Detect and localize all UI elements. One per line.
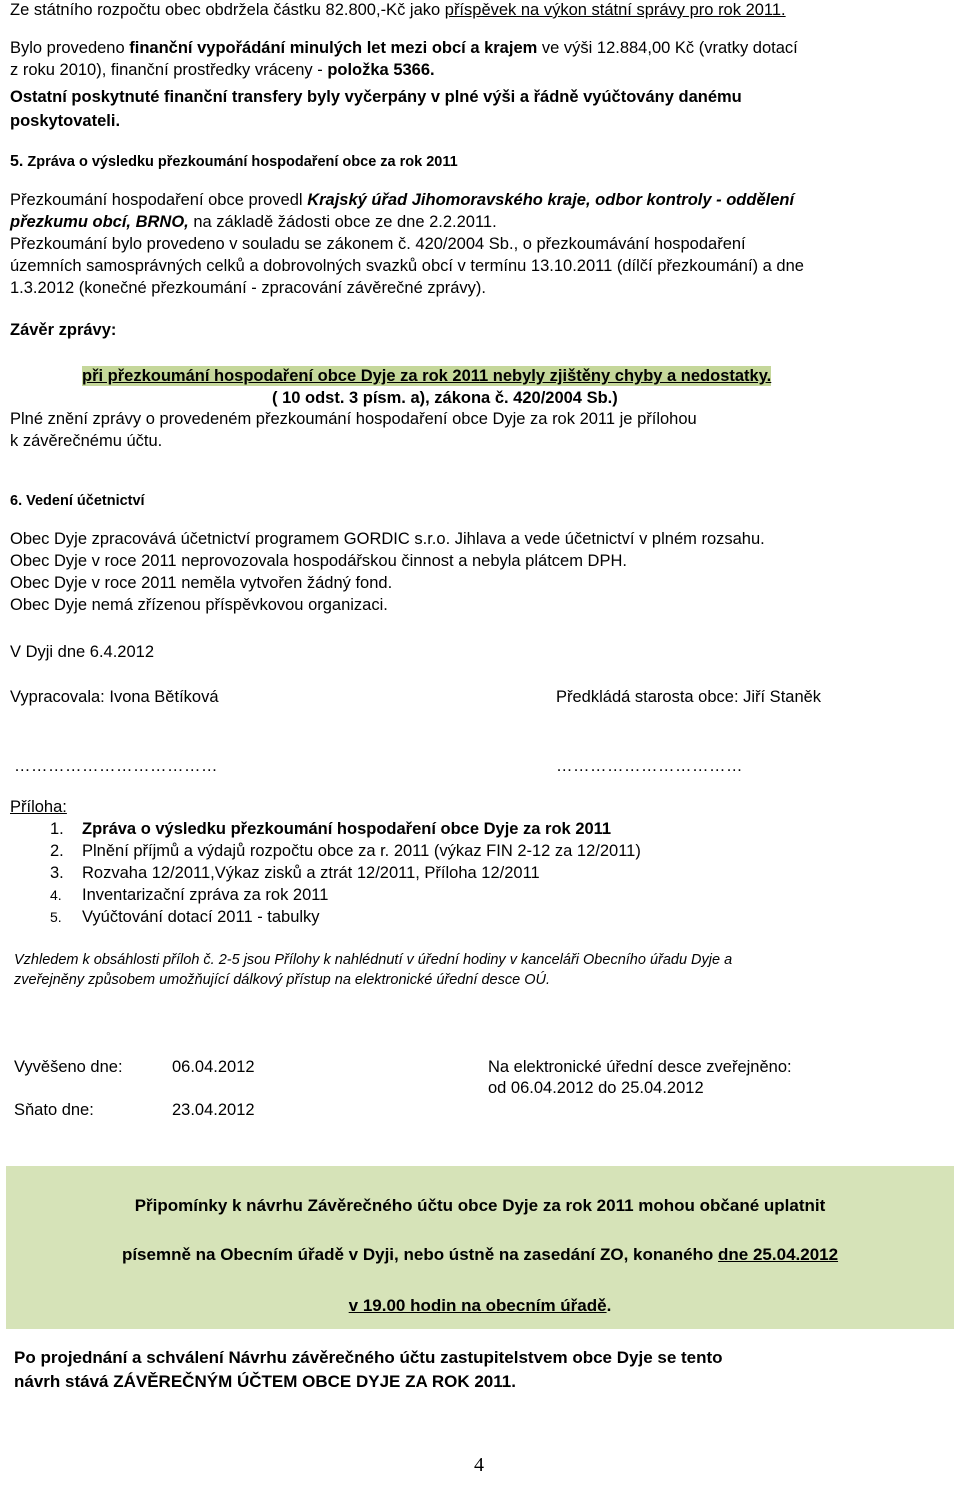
final-line-1: Po projednání a schválení Návrhu závěrečného účtu zastupitelstvem obce Dyje se tento (14, 1348, 723, 1367)
removed-label: Sňato dne: (14, 1101, 94, 1119)
attachment-text: Plnění příjmů a výdajů rozpočtu obce za r. 2011 (výkaz FIN 2-12 za 12/2011) (82, 842, 641, 860)
review-text: Přezkoumání hospodaření obce provedl (10, 191, 308, 209)
attachment-number: 1. (50, 820, 64, 838)
intro-text: ve výši 12.884,00 Kč (vratky dotací (537, 39, 798, 57)
notice-line-2 (6, 1245, 954, 1265)
place-date: V Dyji dne 6.4.2012 (10, 643, 155, 661)
submitted-by: Předkládá starosta obce: Jiří Staněk (556, 688, 822, 706)
section-5-heading (10, 152, 458, 172)
page-number: 4 (474, 1454, 484, 1476)
accounting-line-1: Obec Dyje zpracovává účetnictví programem GORDIC s.r.o. Jihlava a vede účetnictví v plném rozsahu. (10, 530, 765, 548)
state-contribution-text: příspěvek na výkon státní správy pro rok 2011. (444, 1, 786, 19)
signature-line-left: ……………………………… (14, 757, 218, 775)
intro-line-2 (10, 38, 798, 58)
posted-date: 06.04.2012 (172, 1058, 255, 1076)
prepared-by: Vypracovala: Ivona Bětíková (10, 688, 219, 706)
transfers-line-2: poskytovateli. (10, 112, 121, 130)
reviewer-name: Krajský úřad Jihomoravského kraje, odbor kontroly - oddělení (307, 191, 795, 209)
conclusion-label: Závěr zprávy: (10, 321, 117, 339)
full-text-line-2: k závěrečnému účtu. (10, 432, 163, 450)
review-text: na základě žádosti obce ze dne 2.2.2011. (188, 213, 497, 231)
section-title: Zpráva o výsledku přezkoumání hospodaření obce za rok 2011 (27, 154, 458, 170)
attachment-item (50, 907, 320, 927)
intro-line-3 (10, 60, 435, 80)
review-line-2 (10, 212, 497, 232)
attachment-item (50, 863, 540, 883)
reviewer-name: přezkumu obcí, BRNO, (10, 213, 189, 231)
final-line-2: návrh stává ZÁVĚREČNÝM ÚČTEM OBCE DYJE ZA ROK 2011. (14, 1372, 516, 1391)
attachment-number: 5. (50, 909, 62, 925)
notice-text: . (606, 1296, 612, 1315)
removed-date: 23.04.2012 (172, 1101, 255, 1119)
electronic-board-label: Na elektronické úřední desce zveřejněno: (488, 1058, 792, 1076)
attachments-note-1: Vzhledem k obsáhlosti příloh č. 2-5 jsou Přílohy k nahlédnutí v úřední hodiny v kanceláři Obecního úřadu Dyje a (14, 952, 733, 968)
signature-line-right: …………………………… (556, 757, 743, 775)
attachment-text: Rozvaha 12/2011,Výkaz zisků a ztrát 12/2011, Příloha 12/2011 (82, 864, 540, 882)
attachment-number: 3. (50, 864, 64, 882)
electronic-board-dates: od 06.04.2012 do 25.04.2012 (488, 1079, 704, 1097)
posted-label: Vyvěšeno dne: (14, 1058, 123, 1076)
review-line-3: Přezkoumání bylo provedeno v souladu se zákonem č. 420/2004 Sb., o přezkoumávání hospodaření (10, 235, 746, 253)
review-line-4: územních samosprávných celků a dobrovolných svazků obcí v termínu 13.10.2011 (dílčí přezkoumání) a dne (10, 257, 804, 275)
notice-text: písemně na Obecním úřadě v Dyji, nebo ústně na zasedání ZO, konaného (121, 1245, 719, 1264)
intro-text: z roku 2010), finanční prostředky vráceny - (10, 61, 328, 79)
review-line-1 (10, 190, 794, 210)
conclusion-law: ( 10 odst. 3 písm. a), zákona č. 420/2004 Sb.) (272, 389, 618, 407)
review-line-5: 1.3.2012 (konečné přezkoumání - zpracování závěrečné zprávy). (10, 279, 487, 297)
meeting-time-place: v 19.00 hodin na obecním úřadě (348, 1296, 607, 1315)
intro-text: Ze státního rozpočtu obec obdržela částku 82.800,-Kč jako (10, 1, 445, 19)
attachment-item (50, 819, 611, 839)
attachment-number: 2. (50, 842, 64, 860)
conclusion-highlight: při přezkoumání hospodaření obce Dyje za rok 2011 nebyly zjištěny chyby a nedostatky. (82, 367, 772, 385)
attachment-text: Zpráva o výsledku přezkoumání hospodaření obce Dyje za rok 2011 (82, 820, 612, 838)
attachment-number: 4. (50, 887, 62, 903)
notice-line-1: Připomínky k návrhu Závěrečného účtu obce Dyje za rok 2011 mohou občané uplatnit (134, 1196, 826, 1215)
attachments-note-2: zveřejněny způsobem umožňující dálkový přístup na elektronické úřední desce OÚ. (14, 972, 550, 988)
accounting-line-3: Obec Dyje v roce 2011 neměla vytvořen žádný fond. (10, 574, 393, 592)
attachment-text: Vyúčtování dotací 2011 - tabulky (82, 908, 320, 926)
settlement-text: finanční vypořádání minulých let mezi obcí a krajem (129, 39, 538, 57)
accounting-line-2: Obec Dyje v roce 2011 neprovozovala hospodářskou činnost a nebyla plátcem DPH. (10, 552, 627, 570)
item-code: položka 5366. (327, 61, 435, 79)
full-text-line-1: Plné znění zprávy o provedeném přezkoumání hospodaření obce Dyje za rok 2011 je přílohou (10, 410, 697, 428)
section-6-heading: 6. Vedení účetnictví (10, 493, 145, 509)
section-number: 5. (10, 153, 24, 170)
meeting-date: dne 25.04.2012 (718, 1245, 839, 1264)
attachment-item (50, 885, 328, 905)
attachment-item (50, 841, 641, 861)
accounting-line-4: Obec Dyje nemá zřízenou příspěvkovou organizaci. (10, 596, 388, 614)
intro-text: Bylo provedeno (10, 39, 130, 57)
transfers-line-1: Ostatní poskytnuté finanční transfery byly vyčerpány v plné výši a řádně vyúčtovány danému (10, 88, 742, 106)
intro-line-1 (10, 0, 786, 20)
attachment-text: Inventarizační zpráva za rok 2011 (82, 886, 329, 904)
notice-line-3 (6, 1296, 954, 1316)
attachments-label: Příloha: (10, 798, 67, 816)
